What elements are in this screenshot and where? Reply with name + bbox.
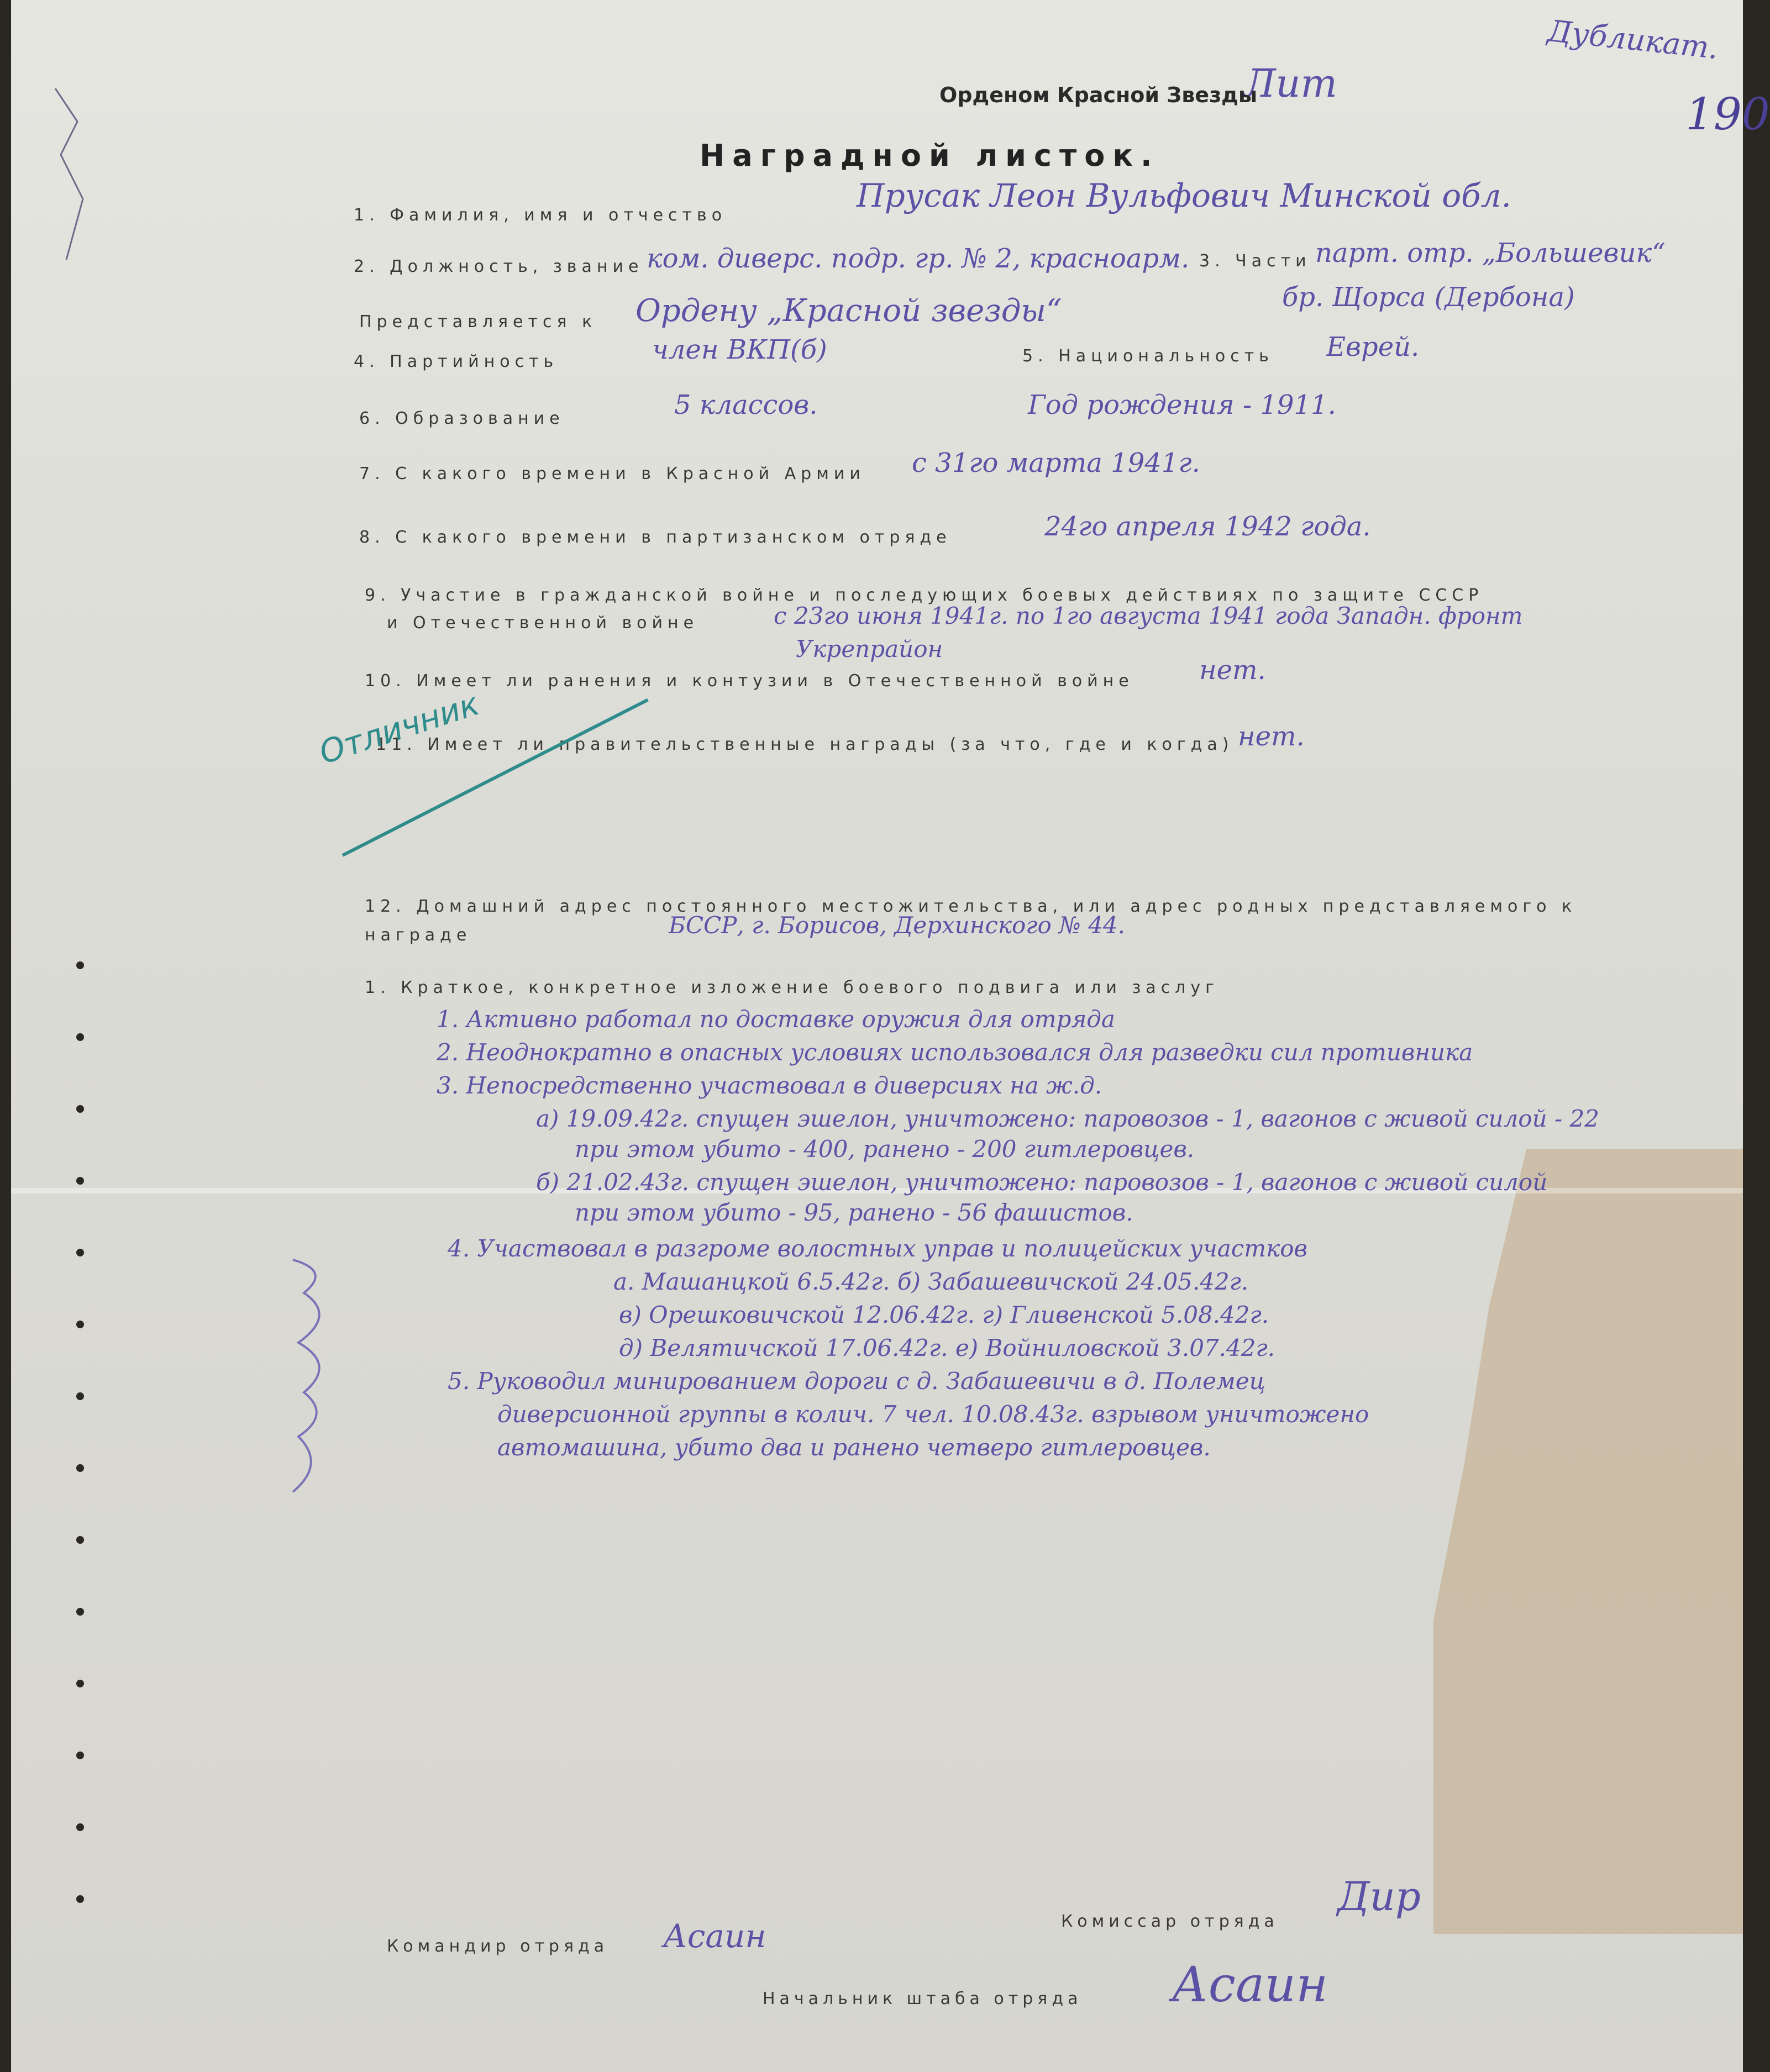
field-value-fortified-area: Укрепрайон [796, 635, 943, 662]
field-value-army-since: с 31го марта 1941г. [912, 448, 1200, 478]
field-value-birth-year: Год рождения - 1911. [1028, 390, 1336, 420]
merit-line: 4. Участвовал в разгроме волостных управ и полицейских участков [448, 1235, 1307, 1262]
merit-line: в) Орешковичской 12.06.42г. г) Гливенской 5.08.42г. [619, 1301, 1269, 1328]
field-label-partisan-since: 8. С какого времени в партизанском отряде [359, 528, 952, 547]
commissar-label: Комиссар отряда [1061, 1912, 1279, 1931]
merit-line: при этом убито - 400, ранено - 200 гитлеровцев. [575, 1135, 1195, 1163]
merit-line: 1. Активно работал по доставке оружия для отряда [437, 1006, 1115, 1033]
field-label-party: 4. Партийность [354, 352, 559, 371]
field-value-nationality: Еврей. [1326, 332, 1420, 362]
document-sheet [11, 0, 1770, 2072]
merit-line: 3. Непосредственно участвовал в диверсиях на ж.д. [437, 1072, 1102, 1099]
field-value-position: ком. диверс. подр. гр. № 2, красноарм. [647, 243, 1190, 274]
field-label-unit: 3. Части [1199, 251, 1311, 271]
field-value-party: член ВКП(б) [652, 334, 827, 365]
punch-hole [76, 1895, 84, 1903]
stamp-mark: Отличник [314, 685, 484, 772]
field-value-partisan-since: 24го апреля 1942 года. [1044, 511, 1371, 542]
chief-of-staff-label: Начальник штаба отряда [763, 1989, 1083, 2008]
field-label-awards: 11. Имеет ли правительственные награды (за что, где и когда) [376, 735, 1234, 754]
punch-hole [76, 1464, 84, 1472]
merit-line: а) 19.09.42г. спущен эшелон, уничтожено: паровозов - 1, вагонов с живой силой - 22 [536, 1105, 1599, 1132]
field-label-patriotic-war: и Отечественной войне [387, 613, 699, 633]
field-value-address: БССР, г. Борисов, Дерхинского № 44. [669, 912, 1125, 939]
merit-line: 5. Руководил минированием дороги с д. Забашевичи в д. Полемец [448, 1368, 1265, 1395]
field-value-brigade: бр. Щорса (Дербона) [1282, 282, 1575, 313]
commander-signature: Асаин [663, 1917, 766, 1955]
field-value-award: Ордену „Красной звезды“ [635, 293, 1062, 329]
field-value-war-participation: с 23го июня 1941г. по 1го августа 1941 года Западн. фронт [774, 602, 1523, 629]
field-label-army-since: 7. С какого времени в Красной Армии [359, 464, 865, 483]
field-label-education: 6. Образование [359, 409, 565, 428]
punch-hole [76, 961, 84, 969]
merit-line: б) 21.02.43г. спущен эшелон, уничтожено: паровозов - 1, вагонов с живой силой [536, 1169, 1548, 1196]
field-value-awards: нет. [1238, 721, 1305, 752]
field-label-address: 12. Домашний адрес постоянного местожительства, или адрес родных представляемого к награде [365, 897, 1577, 945]
document-title: Наградной листок. [700, 138, 1160, 173]
field-value-education: 5 классов. [674, 390, 818, 420]
merit-line: диверсионной группы в колич. 7 чел. 10.08.43г. взрывом уничтожено [497, 1401, 1369, 1428]
order-name: Орденом Красной Звезды [939, 83, 1258, 107]
punch-hole [76, 1105, 84, 1113]
punch-hole [76, 1608, 84, 1616]
punch-hole [76, 1249, 84, 1256]
field-label-position: 2. Должность, звание [354, 257, 644, 276]
punch-hole [76, 1536, 84, 1544]
water-stain [1433, 1149, 1743, 1934]
punch-hole [76, 1321, 84, 1328]
merit-line: а. Машанцкой 6.5.42г. б) Забашевичской 24.05.42г. [613, 1268, 1249, 1295]
field-value-name: Прусак Леон Вульфович Минской обл. [857, 177, 1511, 214]
punch-hole [76, 1823, 84, 1831]
field-label-nationality: 5. Национальность [1022, 346, 1274, 366]
field-label-nominated: Представляется к [359, 312, 597, 332]
top-scribble: Лит [1243, 61, 1337, 106]
field-label-merits: 1. Краткое, конкретное изложение боевого подвига или заслуг [365, 978, 1219, 997]
merit-line: при этом убито - 95, ранено - 56 фашистов. [575, 1199, 1133, 1226]
chief-of-staff-signature: Асаин [1172, 1956, 1328, 2013]
field-value-unit: парт. отр. „Большевик“ [1315, 238, 1666, 269]
field-value-wounds: нет. [1199, 655, 1266, 686]
field-label-name: 1. Фамилия, имя и отчество [354, 206, 727, 225]
margin-doodle [271, 1249, 348, 1514]
punch-hole [76, 1392, 84, 1400]
margin-doodle [44, 77, 111, 276]
duplicate-note: Дубликат. [1546, 13, 1720, 66]
merit-line: 2. Неоднократно в опасных условиях использовался для разведки сил противника [437, 1039, 1473, 1066]
punch-hole [76, 1752, 84, 1759]
merit-line: д) Велятичской 17.06.42г. е) Войниловской 3.07.42г. [619, 1334, 1275, 1361]
merit-line: автомашина, убито два и ранено четверо гитлеровцев. [497, 1434, 1211, 1461]
commander-label: Командир отряда [387, 1937, 609, 1956]
field-label-wounds: 10. Имеет ли ранения и контузии в Отечественной войне [365, 671, 1134, 691]
field-label-war-participation: 9. Участие в гражданской войне и последующих боевых действиях по защите СССР [365, 586, 1484, 605]
sheet-number: 190 [1685, 88, 1770, 140]
commissar-signature: Дир [1337, 1873, 1421, 1920]
punch-hole [76, 1680, 84, 1687]
punch-hole [76, 1033, 84, 1041]
punch-hole [76, 1177, 84, 1185]
